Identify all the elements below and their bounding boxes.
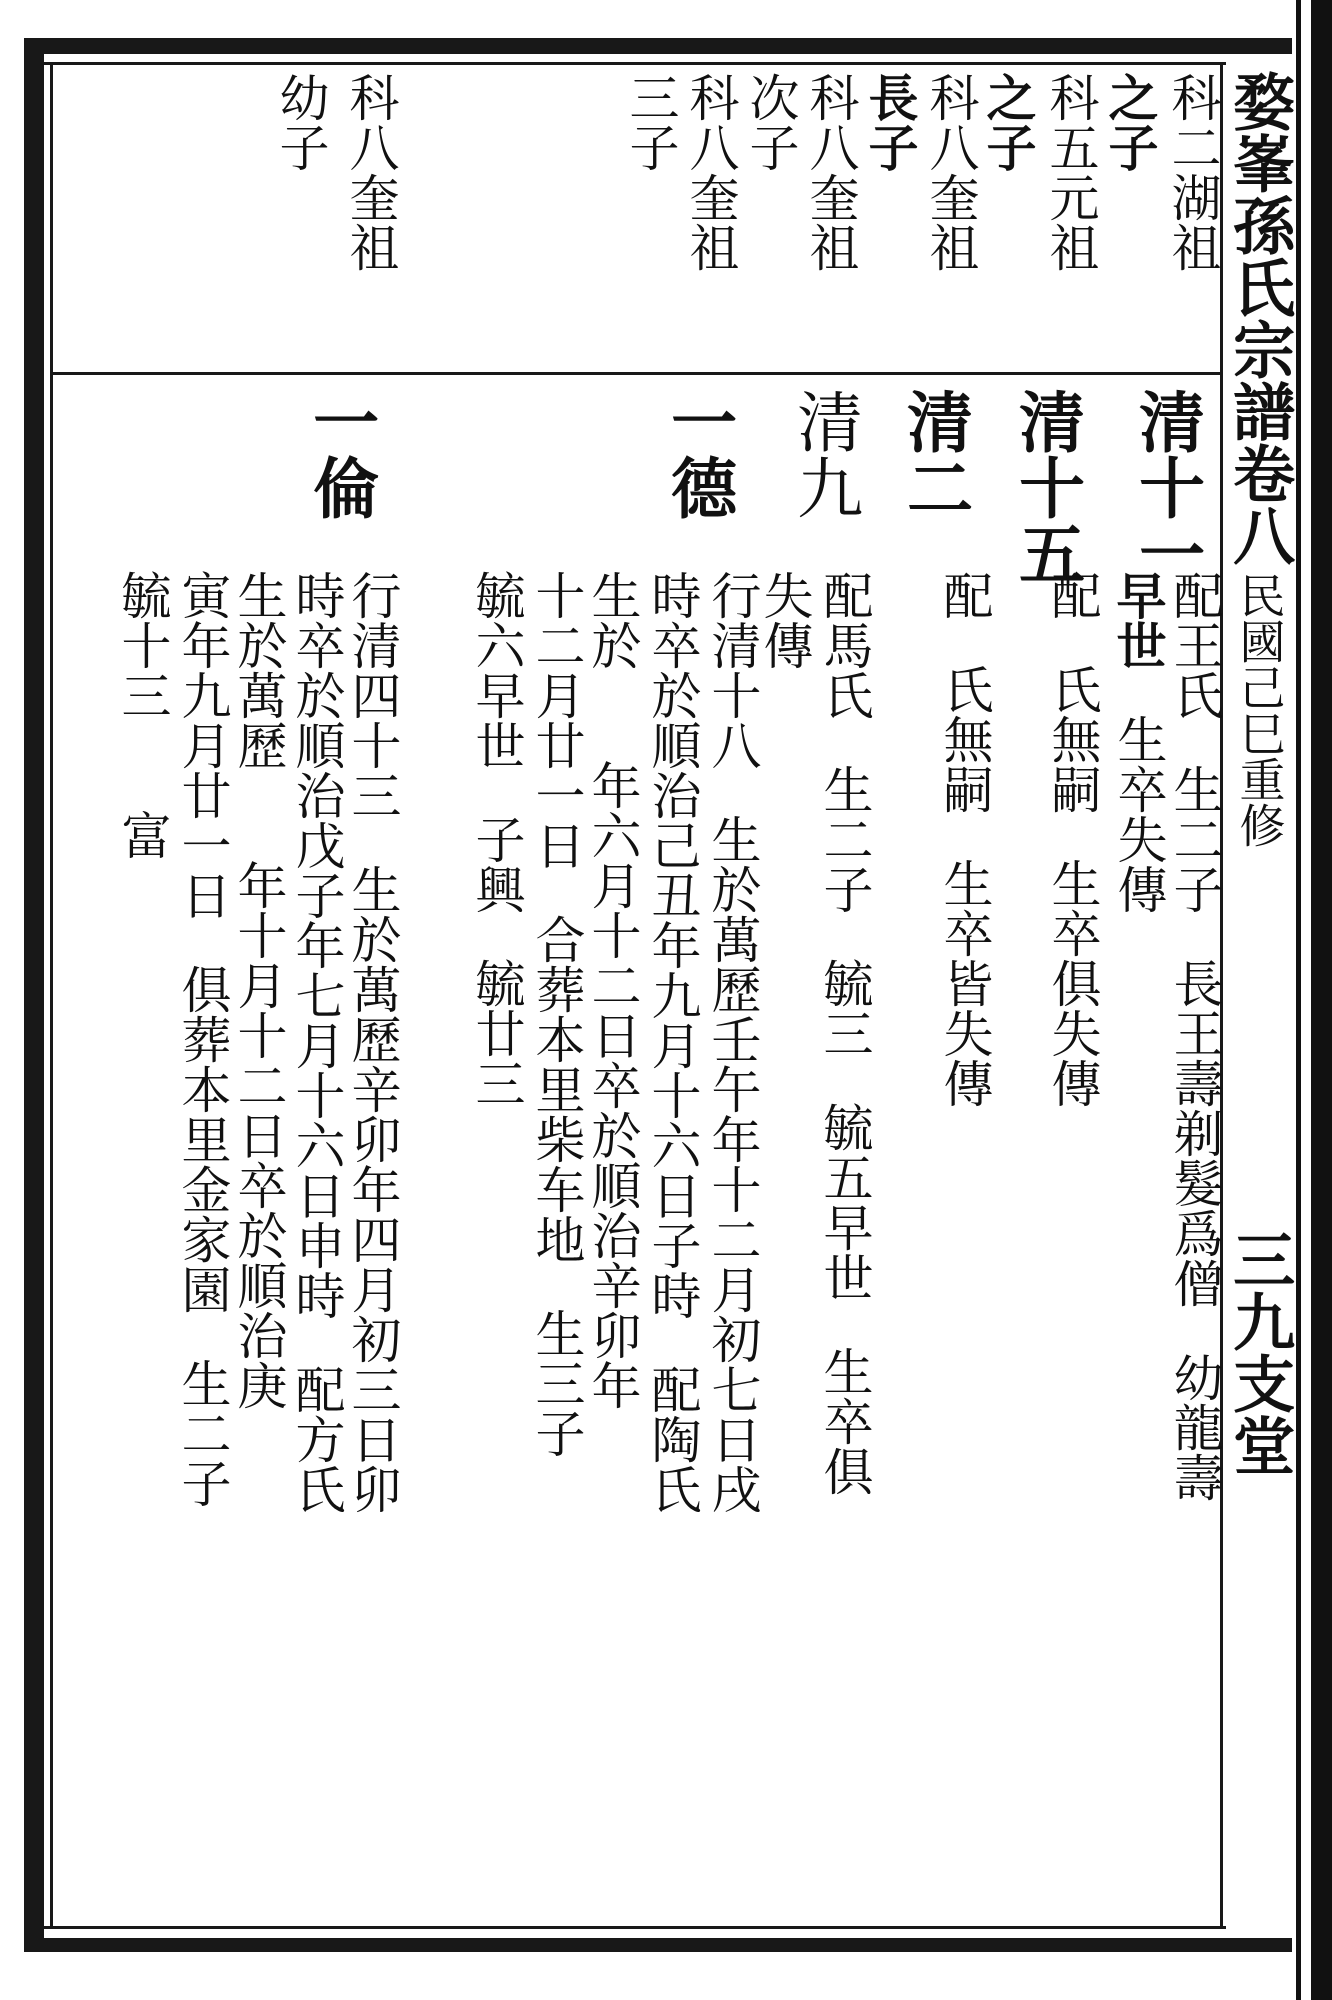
record-text: 失傳 bbox=[755, 570, 814, 670]
record-text: 俱葬本里金家園 bbox=[173, 964, 232, 1314]
record-text: 寅年九月廿一日 bbox=[173, 570, 232, 920]
frame-left-inner-rule bbox=[50, 62, 53, 1928]
edition-label: 民國己巳重修 bbox=[1232, 572, 1287, 848]
record-text: 生卒俱 bbox=[815, 1346, 874, 1496]
frame-bottom-inner-rule bbox=[26, 1926, 1226, 1929]
record-text: 合葬本里柴车地 bbox=[527, 914, 586, 1264]
record-text: 配 bbox=[935, 570, 994, 620]
person-name: 清二 bbox=[895, 388, 974, 520]
record-line bbox=[110, 570, 174, 860]
record-text: 毓六早世 bbox=[467, 570, 526, 770]
record-text: 毓十三 bbox=[113, 570, 172, 720]
record-text: 生卒失傳 bbox=[1109, 714, 1168, 914]
person-qing-11 bbox=[1127, 388, 1206, 586]
upper-entry-3-line-2: 長子 bbox=[860, 72, 920, 172]
upper-entry-3b bbox=[858, 72, 922, 172]
upper-entry-5-line-2: 三子 bbox=[621, 72, 680, 172]
record-text: 配 bbox=[1043, 570, 1102, 620]
record-text: 配方氏 bbox=[287, 1364, 346, 1514]
record-text: 生卒皆失傳 bbox=[935, 858, 994, 1108]
record-line bbox=[812, 570, 876, 1496]
tier-divider bbox=[50, 372, 1222, 375]
frame-bottom-rule bbox=[26, 1938, 1292, 1952]
record-text: 行清四十三 bbox=[343, 570, 402, 820]
record-text: 早世 bbox=[1108, 570, 1168, 670]
record-line bbox=[464, 570, 528, 1108]
record-text: 年六月十二日卒於順治辛卯年 bbox=[583, 760, 642, 1410]
person-name: 一德 bbox=[659, 388, 738, 520]
record-text: 毓三 bbox=[815, 958, 874, 1058]
record-text: 十二月廿一日 bbox=[527, 570, 586, 870]
record-text: 配陶氏 bbox=[643, 1364, 702, 1514]
upper-entry-4-line-1: 科八奎祖 bbox=[801, 72, 860, 272]
record-line bbox=[1040, 570, 1104, 1108]
record-text: 毓廿三 bbox=[467, 958, 526, 1108]
record-text: 生於 bbox=[583, 570, 642, 670]
frame-top-inner-rule bbox=[26, 62, 1226, 65]
hall-name: 支堂 bbox=[1222, 1352, 1296, 1476]
genealogy-title: 婺峯孫氏宗譜 bbox=[1222, 70, 1296, 442]
person-name: 一倫 bbox=[301, 388, 380, 520]
upper-entry-3-line-1: 科八奎祖 bbox=[921, 72, 980, 272]
record-text: 生於萬歷壬午年十二月初七日戌 bbox=[703, 814, 762, 1514]
binding-gap bbox=[1301, 0, 1311, 2000]
record-text: 年十月十二日卒於順治庚 bbox=[229, 860, 288, 1410]
person-qing-2 bbox=[895, 388, 974, 520]
folio-number: 三九 bbox=[1222, 1228, 1296, 1352]
record-text: 配馬氏 bbox=[815, 570, 874, 720]
upper-entry-6 bbox=[338, 72, 402, 272]
record-text: 氏無嗣 bbox=[935, 664, 994, 814]
record-line bbox=[170, 570, 234, 1508]
record-text: 行清十八 bbox=[703, 570, 762, 770]
record-text: 氏無嗣 bbox=[1043, 664, 1102, 814]
record-line bbox=[1162, 570, 1226, 1502]
upper-entry-5b bbox=[618, 72, 682, 172]
volume-label: 卷八 bbox=[1222, 442, 1296, 566]
page-margin-left bbox=[0, 0, 22, 2000]
person-name: 清九 bbox=[785, 388, 863, 520]
upper-entry-1-line-1: 科二湖祖 bbox=[1163, 72, 1222, 272]
person-yi-lun bbox=[301, 388, 380, 520]
person-qing-15 bbox=[1007, 388, 1086, 586]
person-name: 清十五 bbox=[1007, 388, 1086, 586]
upper-entry-1 bbox=[1160, 72, 1224, 272]
upper-entry-2-line-2: 之子 bbox=[978, 72, 1038, 172]
record-text: 長王壽剃髮爲僧 bbox=[1165, 958, 1224, 1308]
record-line bbox=[524, 570, 588, 1458]
upper-entry-3 bbox=[918, 72, 982, 272]
record-text: 生三子 bbox=[527, 1308, 586, 1458]
record-line bbox=[580, 570, 644, 1410]
upper-entry-6b bbox=[268, 72, 332, 172]
record-line bbox=[932, 570, 996, 1108]
banxin-column bbox=[1222, 70, 1296, 1476]
record-text: 時卒於順治戊子年七月十六日申時 bbox=[287, 570, 346, 1320]
upper-entry-5 bbox=[678, 72, 742, 272]
record-line bbox=[640, 570, 704, 1514]
upper-entry-4 bbox=[798, 72, 862, 272]
upper-entry-1-line-2: 之子 bbox=[1100, 72, 1160, 172]
record-line bbox=[340, 570, 404, 1514]
person-name: 清十一 bbox=[1127, 388, 1206, 586]
record-text: 生卒俱失傳 bbox=[1043, 858, 1102, 1108]
upper-entry-6-line-1: 科八奎祖 bbox=[341, 72, 400, 272]
record-line bbox=[284, 570, 348, 1514]
record-text: 幼龍壽 bbox=[1165, 1352, 1224, 1502]
record-text: 毓五早世 bbox=[815, 1102, 874, 1302]
upper-entry-6-line-2: 幼子 bbox=[271, 72, 330, 172]
frame-left-rule bbox=[24, 38, 44, 1952]
record-text: 生於萬歷 bbox=[229, 570, 288, 770]
upper-entry-4-line-2: 次子 bbox=[741, 72, 800, 172]
record-text: 時卒於順治己丑年九月十六日子時 bbox=[643, 570, 702, 1320]
record-line bbox=[1106, 570, 1170, 914]
record-text: 配王氏 bbox=[1165, 570, 1224, 720]
upper-entry-5-line-1: 科八奎祖 bbox=[681, 72, 740, 272]
upper-entry-2b bbox=[976, 72, 1040, 172]
record-text: 富 bbox=[113, 810, 172, 860]
upper-entry-4b bbox=[738, 72, 802, 172]
upper-entry-2 bbox=[1038, 72, 1102, 272]
record-text: 生二子 bbox=[1165, 764, 1224, 914]
record-text: 生於萬歷辛卯年四月初三日卯 bbox=[343, 864, 402, 1514]
upper-entry-1b bbox=[1098, 72, 1162, 172]
record-line bbox=[226, 570, 290, 1410]
frame-top-rule bbox=[26, 38, 1292, 54]
person-qing-9 bbox=[785, 388, 863, 520]
record-text: 生二子 bbox=[815, 764, 874, 914]
record-line bbox=[700, 570, 764, 1514]
record-text: 子興 bbox=[467, 814, 526, 914]
record-text: 生二子 bbox=[173, 1358, 232, 1508]
person-yi-de bbox=[659, 388, 738, 520]
upper-entry-2-line-1: 科五元祖 bbox=[1041, 72, 1100, 272]
